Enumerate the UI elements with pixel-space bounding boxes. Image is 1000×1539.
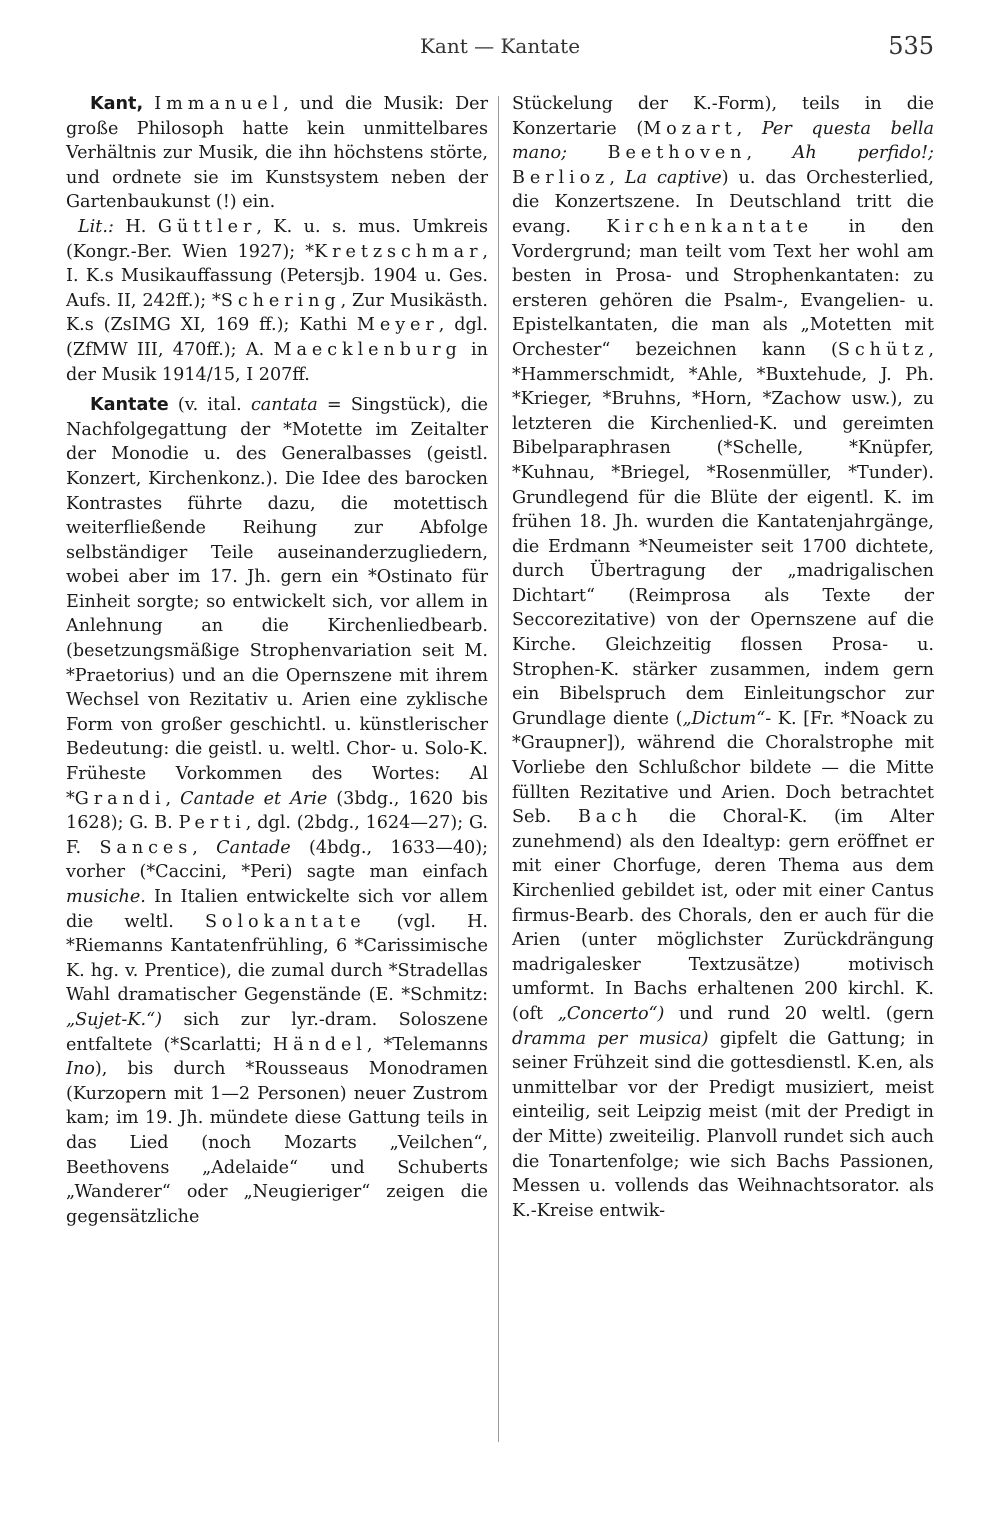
page-number: 535 <box>888 32 934 60</box>
entry-kantate: Kantate (v. ital. cantata = Singstück), die Nachfolgegattung der *Motette im Zeitalter der Monodie u. des Generalbasses (geistl. Konzert, Kirchenkonz.). Die Idee des barocken Kontrastes führte dazu, die motettisch weiterfließende Reihung zur Abfolge selbständiger Teile auseinanderzugliedern, wobei aber im 17. Jh. gern ein *Ostinato für Einheit sorgte; so entwickelt sich, vor allem in Anlehnung an die Kirchenliedbearb. (besetzungsmäßige Strophenvariation seit M. *Praetorius) und an die Opernszene mit ihrem Wechsel von Rezitativ u. Arien eine zyklische Form von großer geschichtl. u. künstlerischer Bedeutung: die geistl. u. weltl. Chor- u. Solo-K. Früheste Vorkommen des Wortes: Al *Grandi, Cantade et Arie (3bdg., 1620 bis 1628); G. B. Perti, dgl. (2bdg., 1624—27); G. F. Sances, Cantade (4bdg., 1633—40); vorher (*Caccini, *Peri) sagte man einfach musiche. In Italien entwickelte sich vor allem die weltl. Solokantate (vgl. H. *Riemanns Kantatenfrühling, 6 *Carissimische K. hg. v. Prentice), die zumal durch *Stradellas Wahl dramatischer Gegenstände (E. *Schmitz: „Sujet-K.“) sich zur lyr.-dram. Soloszene entfaltete (*Scarlatti; Händel, *Telemanns Ino), bis durch *Rousseaus Monodramen (Kurzopern mit 1—2 Personen) neuer Zustrom kam; im 19. Jh. mündete diese Gattung teils in das Lied (noch Mozarts „Veilchen“, Beethovens „Adelaide“ und Schuberts „Wanderer“ oder „Neugieriger“ zeigen die gegensätzliche <box>66 395 489 1227</box>
running-header: Kant — Kantate <box>419 34 581 58</box>
kant-literature: Lit.: H. Güttler, K. u. s. mus. Umkreis (Kongr.-Ber. Wien 1927); *Kretzschmar, I. K.s Musikauffassung (Petersjb. 1904 u. Ges. Aufs. II, 242ff.); *Schering, Zur Musikästh. K.s (ZsIMG XI, 169 ff.); Kathi Meyer, dgl. (ZfMW III, 470ff.); A. Maecklenburg in der Musik 1914/15, I 207ff. <box>66 216 489 385</box>
kant-name: Immanuel <box>154 94 284 114</box>
right-column <box>512 92 934 1223</box>
entry-kant: Kant, Immanuel, und die Musik: Der große Philosoph hatte kein unmittelbares Verhältnis zur Musik, die ihn höchstens störte, und ordnete sie im Kunstsystem neben der Gartenbaukunst (!) ein. <box>66 94 488 213</box>
headword-kant: Kant, <box>90 94 144 114</box>
left-column <box>66 92 488 1229</box>
column-divider <box>498 96 499 1442</box>
headword-kantate: Kantate <box>90 395 169 416</box>
kantate-continued: Stückelung der K.-Form), teils in die Konzertarie (Mozart, Per questa bella mano; Beethoven, Ah perfido!; Berlioz, La captive) u. das Orchesterlied, die Konzertszene. In Deutschland tritt die evang. Kirchenkantate in den Vordergrund; man teilt vom Text her wohl am besten in Prosa- und Strophenkantaten: zu ersteren gehören die Psalm-, Evangelien- u. Epistelkantaten, die man als „Motetten mit Orchester“ bezeichnen kann (Schütz, *Hammerschmidt, *Ahle, *Buxtehude, J. Ph. *Krieger, *Bruhns, *Horn, *Zachow usw.), zu letzteren die Kirchenlied-K. und gereimten Bibelparaphrasen (*Schelle, *Knüpfer, *Kuhnau, *Briegel, *Rosenmüller, *Tunder). Grundlegend für die Blüte der eigentl. K. im frühen 18. Jh. wurden die Kantatenjahrgänge, die Erdmann *Neumeister seit 1700 dichtete, durch Übertragung der „madrigalischen Dichtart“ (Reimprosa als Texte der Seccorezitative) von der Opernszene auf die Kirche. Gleichzeitig flossen Prosa- u. Strophen-K. stärker zusammen, indem gern ein Bibelspruch dem Einleitungschor zur Grundlage diente („Dictum“- K. [Fr. *Noack zu *Graupner]), während die Choralstrophe mit Vorliebe den Schlußchor bildete — die Mitte füllten Rezitative und Arien. Doch betrachtet Seb. Bach die Choral-K. (im Alter zunehmend) als den Idealtyp: gern eröffnet er mit einer Chorfuge, deren Thema aus dem Kirchenlied gebildet ist, oder mit einer Cantus firmus-Bearb. des Chorals, den er auch für die Arien (unter möglichster Zurückdrängung madrigalesker Textzusätze) motivisch umformt. In Bachs erhaltenen 200 kirchl. K. (oft „Concerto“) und rund 20 weltl. (gern dramma per musica) gipfelt die Gattung; in seiner Frühzeit sind die gottesdienstl. K.en, als unmittelbar vor der Predigt musiziert, meist einteilig, seit Leipzig meist (mit der Predigt in der Mitte) zweiteilig. Planvoll rundet sich auch die Tonartenfolge; wie sich Bachs Passionen, Messen u. vollends das Weihnachtsorator. als K.-Kreise entwik- <box>512 94 935 1221</box>
